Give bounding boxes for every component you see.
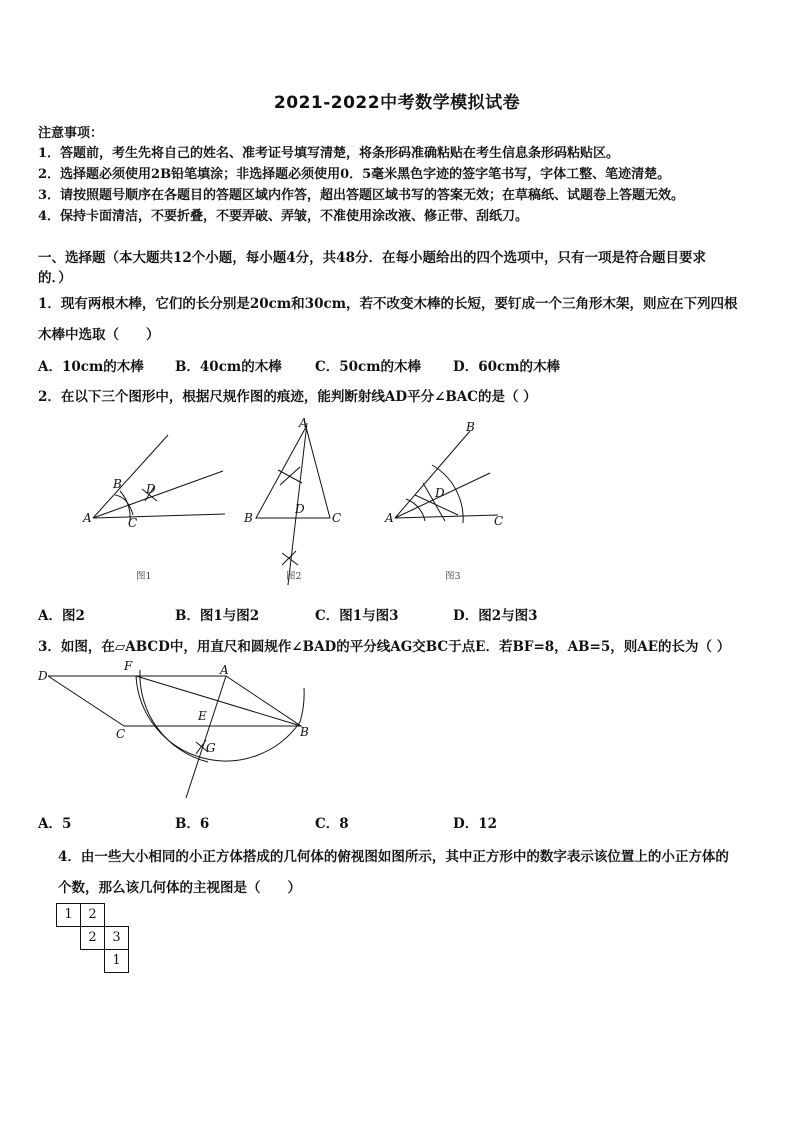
fig3-label-b: B bbox=[466, 420, 475, 434]
fig2-label-d: D bbox=[295, 502, 305, 516]
q2-figures bbox=[80, 415, 520, 585]
fig1-label-c: C bbox=[128, 516, 138, 530]
fig1-label-d: D bbox=[146, 482, 156, 496]
q3-label-c: C bbox=[116, 727, 126, 741]
q3-stem: 3．如图，在▱ABCD中，用直尺和圆规作∠BAD的平分线AG交BC于点E．若BF=8，AB=5，则AE的长为（ ） bbox=[38, 639, 731, 655]
q2-figure-3 bbox=[395, 431, 498, 523]
fig3-label-c: C bbox=[494, 514, 504, 528]
q1-option-b[interactable]: B．40cm的木棒 bbox=[175, 359, 282, 375]
grid-cell: 1 bbox=[104, 949, 129, 973]
fig2-label-c: C bbox=[332, 511, 342, 525]
q3-label-d: D bbox=[38, 669, 48, 683]
fig2-label-b: B bbox=[244, 511, 253, 525]
grid-cell: 2 bbox=[80, 903, 105, 927]
fig1-label-a: A bbox=[83, 511, 92, 525]
fig3-caption: 图3 bbox=[445, 571, 461, 582]
notice-item-3: 3．请按照题号顺序在各题目的答题区域内作答，超出答题区域书写的答案无效；在草稿纸、试题卷上答题无效。 bbox=[38, 188, 685, 203]
notice-item-2: 2．选择题必须使用2B铅笔填涂；非选择题必须使用0．5毫米黑色字迹的签字笔书写，字体工整、笔迹清楚。 bbox=[38, 167, 671, 182]
fig2-caption: 图2 bbox=[286, 571, 302, 582]
q2-option-c[interactable]: C．图1与图3 bbox=[315, 608, 399, 624]
q3-option-a[interactable]: A．5 bbox=[38, 816, 72, 832]
grid-cell: 2 bbox=[80, 926, 105, 950]
page-title: 2021-2022中考数学模拟试卷 bbox=[273, 93, 521, 113]
q1-option-c[interactable]: C．50cm的木棒 bbox=[315, 359, 422, 375]
q3-label-e: E bbox=[198, 709, 207, 723]
q1-stem-cont: 木棒中选取（ ） bbox=[38, 327, 160, 343]
fig2-label-a: A bbox=[299, 416, 308, 430]
q4-stem: 4．由一些大小相同的小正方体搭成的几何体的俯视图如图所示，其中正方形中的数字表示该位置上的小正方体的 bbox=[58, 849, 729, 865]
q1-option-d[interactable]: D．60cm的木棒 bbox=[453, 359, 560, 375]
notice-item-4: 4．保持卡面清洁，不要折叠，不要弄破、弄皱，不准使用涂改液、修正带、刮纸刀。 bbox=[38, 209, 529, 224]
q1-option-a[interactable]: A．10cm的木棒 bbox=[38, 359, 144, 375]
grid-cell: 1 bbox=[56, 903, 81, 927]
q2-figure-2 bbox=[256, 423, 330, 585]
q1-stem: 1．现有两根木棒，它们的长分别是20cm和30cm，若不改变木棒的长短，要钉成一个三角形木架，则应在下列四根 bbox=[38, 296, 738, 312]
fig1-caption: 图1 bbox=[136, 571, 152, 582]
notice-heading: 注意事项： bbox=[38, 126, 104, 141]
q2-option-b[interactable]: B．图1与图2 bbox=[175, 608, 260, 624]
q4-stem-cont: 个数，那么该几何体的主视图是（ ） bbox=[58, 880, 301, 896]
grid-cell: 3 bbox=[104, 926, 129, 950]
q4-top-view-grid bbox=[56, 903, 131, 975]
q3-label-g: G bbox=[206, 741, 216, 755]
q3-label-b: B bbox=[300, 725, 309, 739]
fig3-label-d: D bbox=[435, 486, 445, 500]
q3-label-a: A bbox=[220, 663, 229, 677]
section-heading: 一、选择题（本大题共12个小题，每小题4分，共48分．在每小题给出的四个选项中，只有一项是符合题目要求 bbox=[38, 250, 706, 266]
section-heading-cont: 的．） bbox=[38, 270, 72, 286]
q2-stem: 2．在以下三个图形中，根据尺规作图的痕迹，能判断射线AD平分∠BAC的是（ ） bbox=[38, 389, 537, 405]
q3-option-d[interactable]: D．12 bbox=[453, 816, 497, 832]
q2-option-d[interactable]: D．图2与图3 bbox=[453, 608, 538, 624]
q2-option-a[interactable]: A．图2 bbox=[38, 608, 85, 624]
q3-option-c[interactable]: C．8 bbox=[315, 816, 349, 832]
fig3-label-a: A bbox=[385, 511, 394, 525]
q3-option-b[interactable]: B．6 bbox=[175, 816, 210, 832]
notice-item-1: 1．答题前，考生先将自己的姓名、准考证号填写清楚，将条形码准确粘贴在考生信息条形码粘贴区。 bbox=[38, 146, 620, 161]
fig1-label-b: B bbox=[113, 477, 122, 491]
q3-figure bbox=[36, 658, 326, 798]
q3-label-f: F bbox=[124, 659, 133, 673]
